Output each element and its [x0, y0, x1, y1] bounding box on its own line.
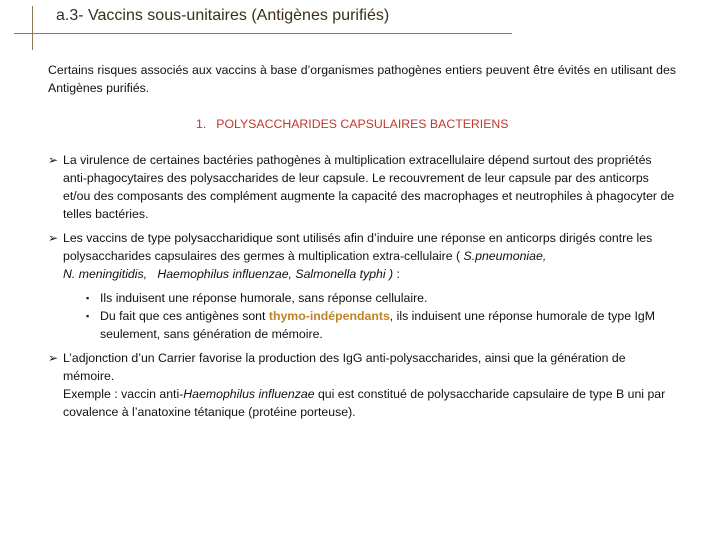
subitem-text-after: , ils induisent une réponse humorale de type IgM seulement, sans génération de mémoire.	[100, 309, 656, 341]
thymo-independent-highlight: thymo-indépendants	[268, 309, 390, 323]
title-vertical-rule	[32, 6, 33, 50]
species-haemophilus-salmonella: Haemophilus influenzae, Salmonella typhi )	[157, 267, 394, 281]
arrow-bullet-icon: ➢	[48, 231, 59, 245]
square-bullet-icon: ▪	[86, 293, 90, 303]
square-bullet-icon: ▪	[86, 311, 90, 321]
example-before: Exemple : vaccin anti-	[63, 387, 184, 401]
carrier-text: L’adjonction d’un Carrier favorise la production des IgG anti-polysaccharides, ainsi que la génération de mémoire.	[63, 351, 626, 383]
subitem-humoral-response	[86, 289, 676, 307]
bullet-text: La virulence de certaines bactéries pathogènes à multiplication extracellulaire dépend surtout des propriétés anti-phagocytaires des polysaccharides de leur capsule. Le recouvrement de leur capsule par des anticorps et/ou des composants des complément augmente la capacité des macrophages et neutrophiles à phagocyter de telles bactéries.	[63, 153, 675, 221]
section-number: 1.	[196, 117, 207, 131]
bullet-text	[63, 229, 678, 283]
bullet-text	[63, 349, 678, 421]
species-n-meningitidis: N. meningitidis,	[63, 267, 148, 281]
subitem-text	[100, 307, 676, 343]
bullet-text-after: :	[393, 267, 400, 281]
arrow-bullet-icon: ➢	[48, 351, 59, 365]
intro-paragraph: Certains risques associés aux vaccins à base d’organismes pathogènes entiers peuvent être évités en utilisant des Antigènes purifiés.	[48, 63, 676, 95]
bullet-polysaccharide-vaccines	[48, 229, 678, 283]
slide-title: a.3- Vaccins sous-unitaires (Antigènes purifiés)	[56, 7, 390, 24]
bullet-carrier	[48, 349, 678, 421]
bullet-virulence	[48, 151, 678, 223]
subitem-text-before: Du fait que ces antigènes sont	[100, 309, 269, 323]
arrow-bullet-icon: ➢	[48, 153, 59, 167]
subitem-text: Ils induisent une réponse humorale, sans réponse cellulaire.	[100, 291, 428, 305]
section-heading	[196, 117, 509, 131]
example-haemophilus: Haemophilus influenzae	[183, 387, 315, 401]
title-horizontal-rule	[14, 33, 512, 34]
example-after: qui est constitué de polysaccharide capsulaire de type B uni par covalence à l’anatoxine tétanique (protéine porteuse).	[63, 387, 666, 419]
species-s-pneumoniae: S.pneumoniae,	[463, 249, 547, 263]
subitem-thymo-independent	[86, 307, 676, 343]
bullet-text-before: Les vaccins de type polysaccharidique sont utilisés afin d’induire une réponse en anticorps dirigés contre les polysaccharides capsulaires des germes à multiplication extra-cellulaire (	[63, 231, 653, 263]
section-heading-text: POLYSACCHARIDES CAPSULAIRES BACTERIENS	[216, 117, 509, 131]
